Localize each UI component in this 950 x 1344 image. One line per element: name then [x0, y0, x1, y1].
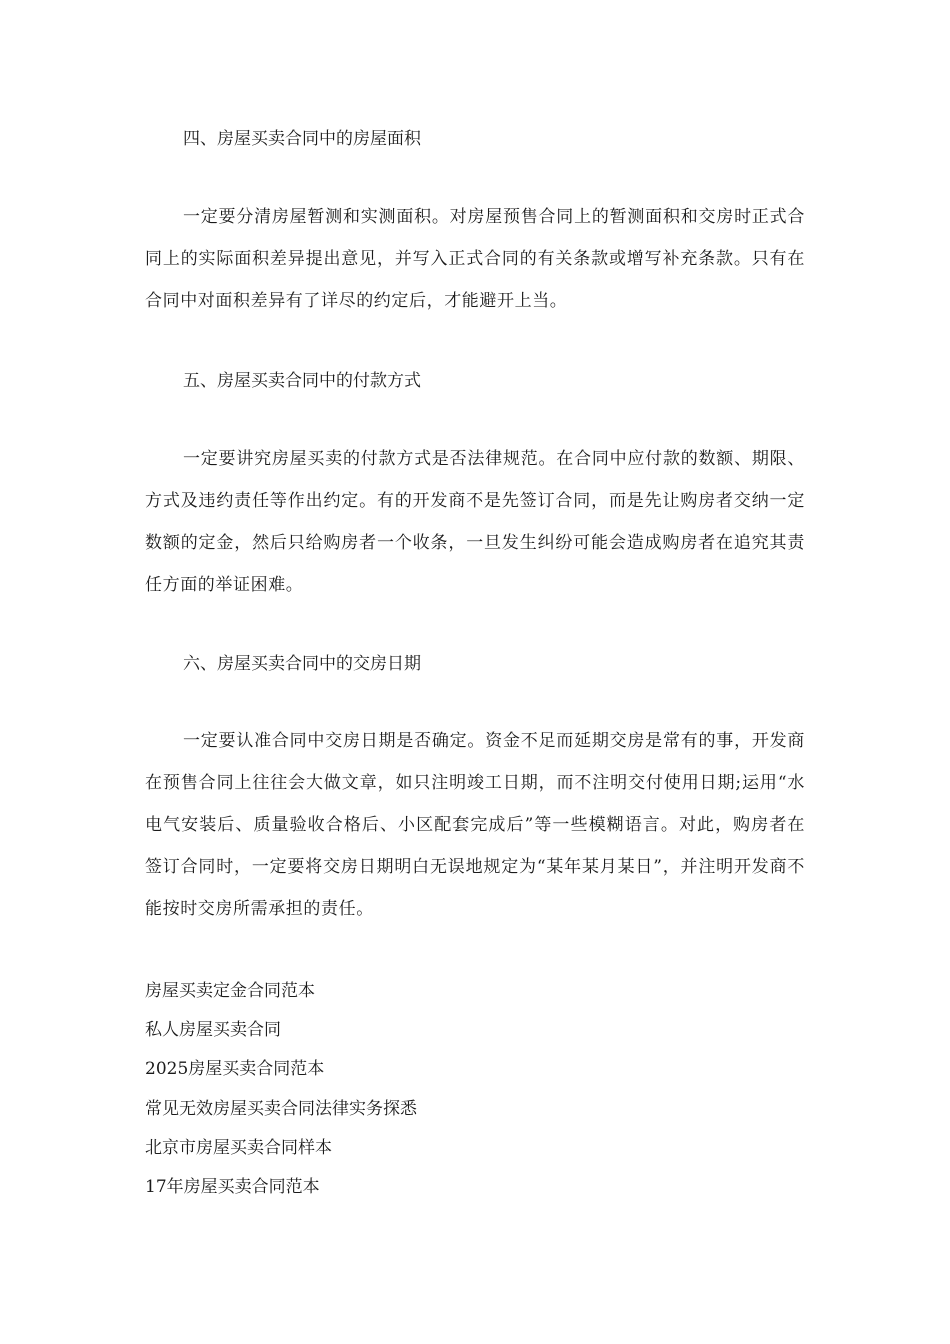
section-heading-area: 四、房屋买卖合同中的房屋面积 — [183, 129, 421, 149]
related-link[interactable]: 17年房屋买卖合同范本 — [145, 1177, 320, 1198]
related-link[interactable]: 2025房屋买卖合同范本 — [145, 1059, 325, 1080]
section-body-payment: 一定要讲究房屋买卖的付款方式是否法律规范。在合同中应付款的数额、期限、方式及违约责任等作出约定。有的开发商不是先签订合同，而是先让购房者交纳一定数额的定金，然后只给购房者一个收条，一旦发生纠纷可能会造成购房者在追究其责任方面的举证困难。 — [145, 449, 805, 595]
section-heading-delivery-date: 六、房屋买卖合同中的交房日期 — [183, 654, 421, 674]
section-heading-payment: 五、房屋买卖合同中的付款方式 — [183, 371, 421, 391]
related-links-list — [145, 972, 805, 1207]
section-body-area: 一定要分清房屋暂测和实测面积。对房屋预售合同上的暂测面积和交房时正式合同上的实际面积差异提出意见，并写入正式合同的有关条款或增写补充条款。只有在合同中对面积差异有了详尽的约定后，才能避开上当。 — [145, 207, 805, 311]
related-link[interactable]: 私人房屋买卖合同 — [145, 1020, 281, 1041]
related-link[interactable]: 北京市房屋买卖合同样本 — [145, 1137, 332, 1158]
section-body-delivery-date: 一定要认准合同中交房日期是否确定。资金不足而延期交房是常有的事，开发商在预售合同上往往会大做文章，如只注明竣工日期，而不注明交付使用日期;运用“水电气安装后、质量验收合格后、小区配套完成后”等一些模糊语言。对此，购房者在签订合同时，一定要将交房日期明白无误地规定为“某年某月某日”，并注明开发商不能按时交房所需承担的责任。 — [145, 731, 805, 919]
related-link[interactable]: 房屋买卖定金合同范本 — [145, 981, 315, 1001]
related-link[interactable]: 常见无效房屋买卖合同法律实务探悉 — [145, 1098, 417, 1119]
